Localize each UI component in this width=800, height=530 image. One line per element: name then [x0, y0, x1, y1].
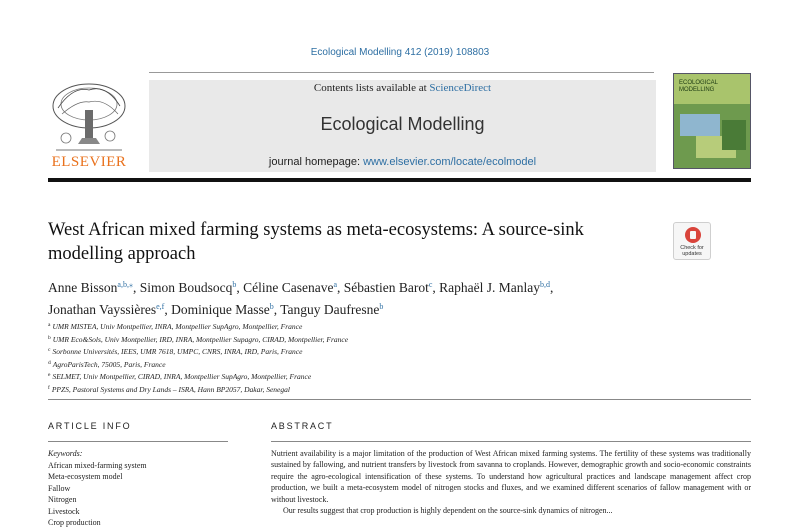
affiliation-key: b	[48, 334, 51, 341]
journal-cover-thumbnail[interactable]	[673, 73, 751, 169]
affiliation-text: UMR Eco&Sols, Univ Montpellier, IRD, INRA, Montpellier Supagro, CIRAD, Montpellier, France	[52, 334, 349, 344]
elsevier-logo[interactable]	[48, 80, 130, 172]
cover-image	[680, 114, 720, 136]
affiliation-key: f	[48, 384, 50, 391]
affiliation-text: AgroParisTech, 75005, Paris, France	[52, 359, 166, 369]
keyword-item: Nitrogen	[48, 495, 77, 504]
contents-availability	[149, 82, 656, 94]
keyword-item: Crop production	[48, 518, 101, 527]
author-name[interactable]: Tanguy Daufresne	[280, 302, 380, 317]
author-affiliation-marker[interactable]: e,f	[156, 302, 165, 311]
abstract-paragraph: Nutrient availability is a major limitation of the production of West African mixed farming systems. The fertility of these systems was traditionally sustained by fallowing, and nutrient transfers by livestock from savanna to croplands. However, demographic growth and socio-economic constraints require the agro-ecological intensification of these systems. To understand how agricultural practices and landscape management affect crop production, we built a meta-ecosystem model of nitrogen stocks and fluxes, and we examined different scenarios of fallow management with or without livestock.	[271, 449, 751, 504]
abstract-body	[271, 448, 751, 516]
author-name[interactable]: Anne Bisson	[48, 280, 118, 295]
affiliation-item	[48, 383, 728, 396]
affiliations	[48, 320, 728, 395]
author-affiliation-marker[interactable]: b	[379, 302, 384, 311]
homepage-link[interactable]: www.elsevier.com/locate/ecolmodel	[363, 156, 537, 168]
article-title: West African mixed farming systems as meta-ecosystems: A source-sink modelling approach	[48, 220, 584, 264]
affiliation-key: c	[48, 347, 51, 353]
author-name[interactable]: Jonathan Vayssières	[48, 302, 157, 317]
affiliation-item	[48, 333, 728, 346]
affiliation-item	[48, 370, 728, 383]
author-name[interactable]: Simon Boudsocq	[139, 280, 233, 295]
abstract-heading: ABSTRACT	[271, 421, 334, 431]
keyword-item: Fallow	[48, 483, 71, 493]
affiliation-item	[48, 320, 728, 333]
bookmark-icon	[685, 227, 701, 243]
publisher-logo-text: ELSEVIER	[51, 154, 127, 170]
author-list: Anne Bisson$^{a,b,⁎}$, Simon Boudsocq$^b$, Céline Casenave$^a$, Sébastien Barot$^c$, Raphaël J. Manlay$^{b,d}$, Jonathan Vayssières$^{e,f}$, Dominique Masse$^b$, Tanguy Daufresne$^b$	[48, 280, 554, 317]
affiliation-item	[48, 358, 728, 371]
cover-image	[722, 120, 746, 150]
author-name[interactable]: Sébastien Barot	[343, 280, 429, 295]
journal-citation[interactable]: Ecological Modelling 412 (2019) 108803	[310, 47, 490, 58]
affiliation-text: UMR MISTEA, Univ Montpellier, INRA, Montpellier SupAgro, Montpellier, France	[52, 322, 303, 331]
journal-name[interactable]: Ecological Modelling	[320, 114, 485, 134]
tree-icon	[48, 80, 130, 154]
affiliation-key: e	[48, 372, 51, 378]
homepage-prefix: journal homepage:	[268, 156, 364, 168]
keyword-item: African mixed-farming system	[48, 460, 147, 470]
abstract-paragraph: Our results suggest that crop production is highly dependent on the source-sink dynamics of nitrogen...	[283, 506, 613, 516]
journal-header-box	[149, 80, 656, 172]
abstract-rule	[271, 441, 751, 442]
check-for-updates-button[interactable]	[673, 222, 711, 260]
affiliation-key: d	[48, 359, 51, 366]
author-name[interactable]: Céline Casenave	[243, 280, 334, 295]
author-affiliation-marker[interactable]: b	[232, 280, 237, 289]
affiliation-text: SELMET, Univ Montpellier, CIRAD, INRA, Montpellier SupAgro, Montpellier, France	[52, 372, 312, 381]
keyword-item: Meta-ecosystem model	[48, 472, 123, 481]
author-affiliation-marker[interactable]: a,b,⁎	[117, 280, 133, 289]
affiliation-item	[48, 345, 728, 358]
author-affiliation-marker[interactable]: c	[428, 280, 433, 289]
journal-homepage	[149, 156, 656, 168]
keywords-list	[48, 448, 248, 529]
keywords-label: Keywords:	[48, 449, 83, 458]
cover-title: ECOLOGICAL MODELLING	[679, 80, 718, 93]
author-name[interactable]: Raphaël J. Manlay	[439, 280, 541, 295]
author-affiliation-marker[interactable]: b	[269, 302, 274, 311]
header-divider	[149, 72, 654, 73]
sciencedirect-link[interactable]: ScienceDirect	[429, 82, 492, 94]
author-name[interactable]: Dominique Masse	[171, 302, 270, 317]
affiliation-text: PPZS, Pastoral Systems and Dry Lands – ISRA, Hann BP2057, Dakar, Senegal	[51, 384, 290, 394]
author-affiliation-marker[interactable]: b,d	[540, 280, 551, 289]
article-info-rule	[48, 441, 228, 442]
article-info-heading: ARTICLE INFO	[48, 421, 132, 431]
section-divider	[48, 399, 751, 400]
affiliation-text: Sorbonne Universités, IEES, UMR 7618, UMPC, CNRS, INRA, IRD, Paris, France	[52, 347, 303, 356]
contents-prefix: Contents lists available at	[313, 82, 430, 94]
check-for-updates-label: Check for updates	[680, 245, 704, 257]
affiliation-key: a	[48, 322, 51, 328]
keyword-item: Livestock	[48, 506, 80, 516]
author-affiliation-marker[interactable]: a	[333, 280, 337, 289]
header-thick-rule	[48, 178, 751, 182]
